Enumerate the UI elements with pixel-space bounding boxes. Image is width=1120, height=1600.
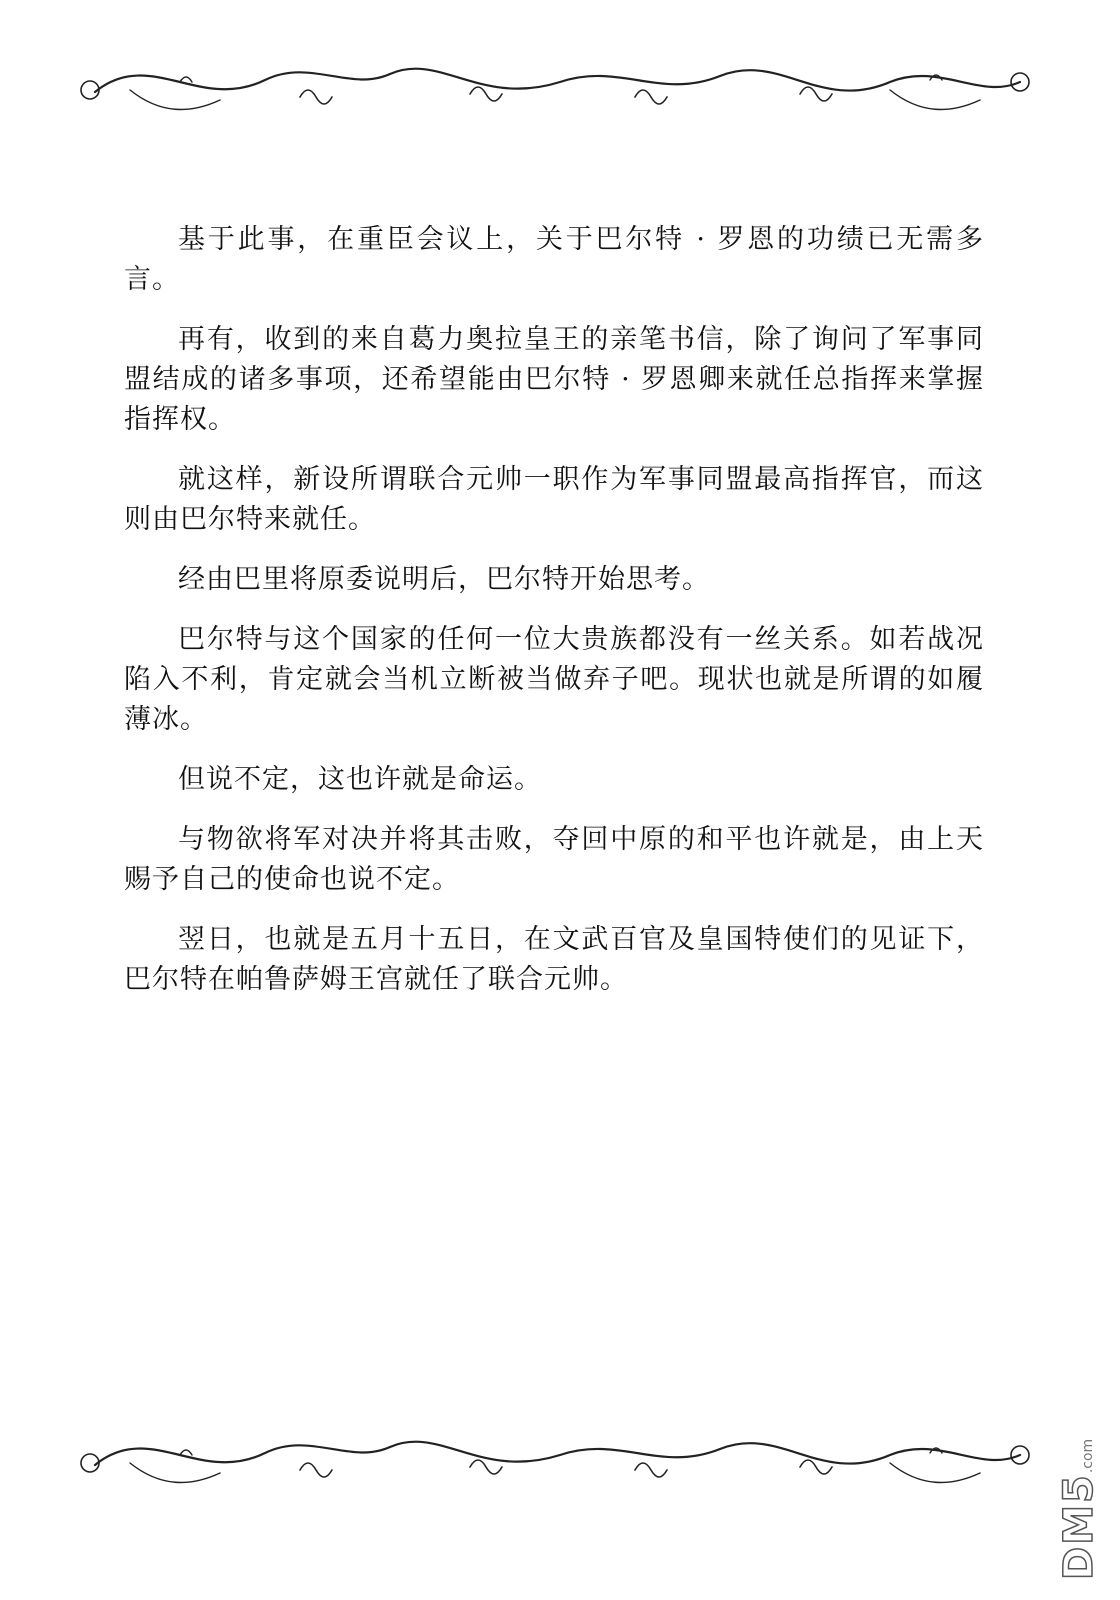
watermark-main: DM5 (1056, 1473, 1102, 1580)
paragraph-1: 基于此事，在重臣会议上，关于巴尔特 · 罗恩的功绩已无需多言。 (124, 224, 984, 295)
bottom-ornamental-border (60, 1425, 1050, 1505)
paragraph-4: 经由巴里将原委说明后，巴尔特开始思考。 (178, 564, 710, 595)
paragraph-3: 就这样，新设所谓联合元帅一职作为军事同盟最高指挥官，而这则由巴尔特来就任。 (124, 464, 984, 535)
page-body (124, 220, 984, 1020)
top-ornamental-border (60, 52, 1050, 132)
watermark-suffix: .com (1080, 1438, 1096, 1474)
paragraph-8: 翌日，也就是五月十五日，在文武百官及皇国特使们的见证下，巴尔特在帕鲁萨姆王宫就任了联合元帅。 (124, 924, 984, 995)
watermark-logo (1040, 1380, 1100, 1580)
paragraph-5: 巴尔特与这个国家的任何一位大贵族都没有一丝关系。如若战况陷入不利，肯定就会当机立断被当做弃子吧。现状也就是所谓的如履薄冰。 (124, 624, 984, 735)
paragraph-7: 与物欲将军对决并将其击败，夺回中原的和平也许就是，由上天赐予自己的使命也说不定。 (124, 824, 984, 895)
paragraph-2: 再有，收到的来自葛力奥拉皇王的亲笔书信，除了询问了军事同盟结成的诸多事项，还希望能由巴尔特 · 罗恩卿来就任总指挥来掌握指挥权。 (124, 324, 984, 435)
paragraph-6: 但说不定，这也许就是命运。 (178, 764, 542, 795)
